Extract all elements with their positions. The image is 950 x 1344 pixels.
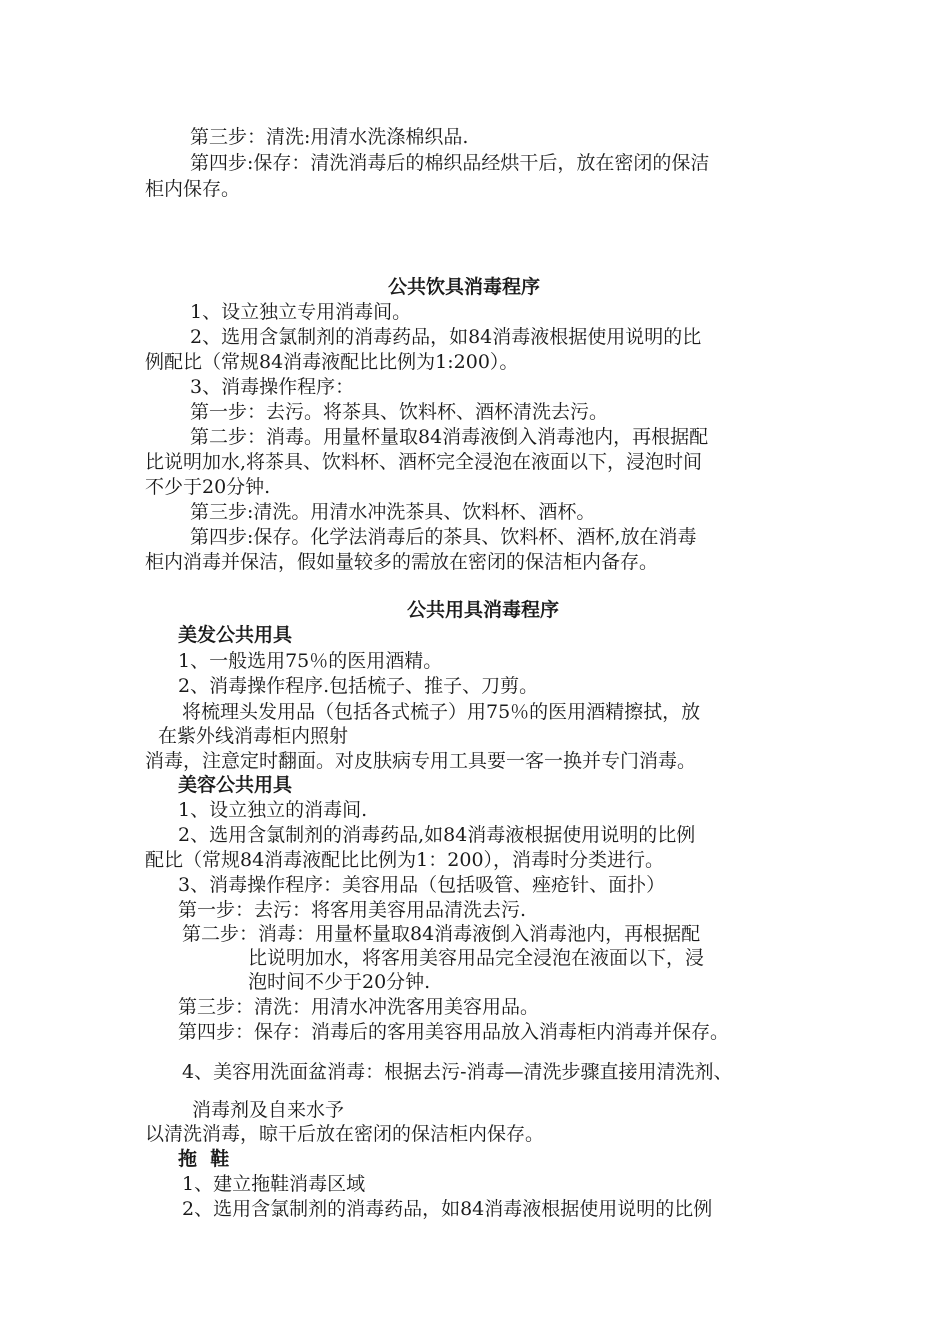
text-line: 2、选用含氯制剂的消毒药品,如84消毒液根据使用说明的比例: [178, 824, 696, 846]
text-line: 第三步:清洗。用清水冲洗茶具、饮料杯、酒杯。: [190, 501, 596, 523]
text-line: 第三步：清洗：用清水冲洗客用美容用品。: [178, 996, 540, 1018]
text-line: 1、设立独立的消毒间.: [178, 799, 368, 821]
text-line: 比说明加水,将茶具、饮料杯、酒杯完全浸泡在液面以下，浸泡时间: [145, 451, 703, 473]
text-line: 柜内保存。: [145, 178, 241, 200]
sub-heading: 美发公共用具: [178, 624, 293, 646]
text-line: 2、选用含氯制剂的消毒药品，如84消毒液根据使用说明的比例: [182, 1198, 713, 1220]
text-line: 1、一般选用75％的医用酒精。: [178, 650, 443, 672]
text-line: 2、消毒操作程序.包括梳子、推子、刀剪。: [178, 675, 539, 697]
text-line: 3、消毒操作程序：美容用品（包括吸管、痤疮针、面扑）: [178, 874, 666, 896]
text-line: 以清洗消毒，晾干后放在密闭的保洁柜内保存。: [145, 1123, 545, 1145]
text-line: 消毒，注意定时翻面。对皮肤病专用工具要一客一换并专门消毒。: [145, 750, 697, 772]
text-line: 柜内消毒并保洁，假如量较多的需放在密闭的保洁柜内备存。: [145, 551, 659, 573]
text-line: 比说明加水，将客用美容用品完全浸泡在液面以下，浸: [248, 947, 705, 969]
text-line: 第一步：去污。将茶具、饮料杯、酒杯清洗去污。: [190, 401, 609, 423]
text-line: 3、消毒操作程序：: [190, 376, 355, 398]
text-line: 第二步：消毒：用量杯量取84消毒液倒入消毒池内，再根据配: [182, 923, 701, 945]
text-line: 2、选用含氯制剂的消毒药品，如84消毒液根据使用说明的比: [190, 326, 702, 348]
text-line: 第二步：消毒。用量杯量取84消毒液倒入消毒池内，再根据配: [190, 426, 709, 448]
text-line: 第四步:保存：清洗消毒后的棉织品经烘干后，放在密闭的保洁: [190, 152, 710, 174]
text-line: 第四步:保存。化学法消毒后的茶具、饮料杯、酒杯,放在消毒: [190, 526, 697, 548]
text-line: 泡时间不少于20分钟.: [248, 971, 431, 993]
text-line: 将梳理头发用品（包括各式梳子）用75％的医用酒精擦拭，放: [182, 701, 701, 723]
text-line: 1、设立独立专用消毒间。: [190, 301, 412, 323]
text-line: 第四步：保存：消毒后的客用美容用品放入消毒柜内消毒并保存。: [178, 1021, 730, 1043]
text-line: 1、建立拖鞋消毒区域: [182, 1173, 366, 1195]
text-line: 不少于20分钟.: [145, 476, 271, 498]
text-line: 配比（常规84消毒液配比比例为1：200），消毒时分类进行。: [145, 849, 665, 871]
sub-heading: 拖 鞋: [178, 1148, 230, 1170]
text-line: 4、美容用洗面盆消毒：根据去污-消毒—清洗步骤直接用清洗剂、: [182, 1061, 733, 1083]
section-heading: 公共用具消毒程序: [407, 599, 560, 621]
sub-heading: 美容公共用具: [178, 774, 293, 796]
text-line: 消毒剂及自来水予: [192, 1099, 345, 1121]
section-heading: 公共饮具消毒程序: [388, 276, 541, 298]
text-line: 第三步：清洗:用清水洗涤棉织品.: [190, 126, 469, 148]
text-line: 例配比（常规84消毒液配比比例为1:200）。: [145, 351, 519, 373]
text-line: 在紫外线消毒柜内照射: [158, 725, 349, 747]
text-line: 第一步：去污：将客用美容用品清洗去污.: [178, 899, 527, 921]
